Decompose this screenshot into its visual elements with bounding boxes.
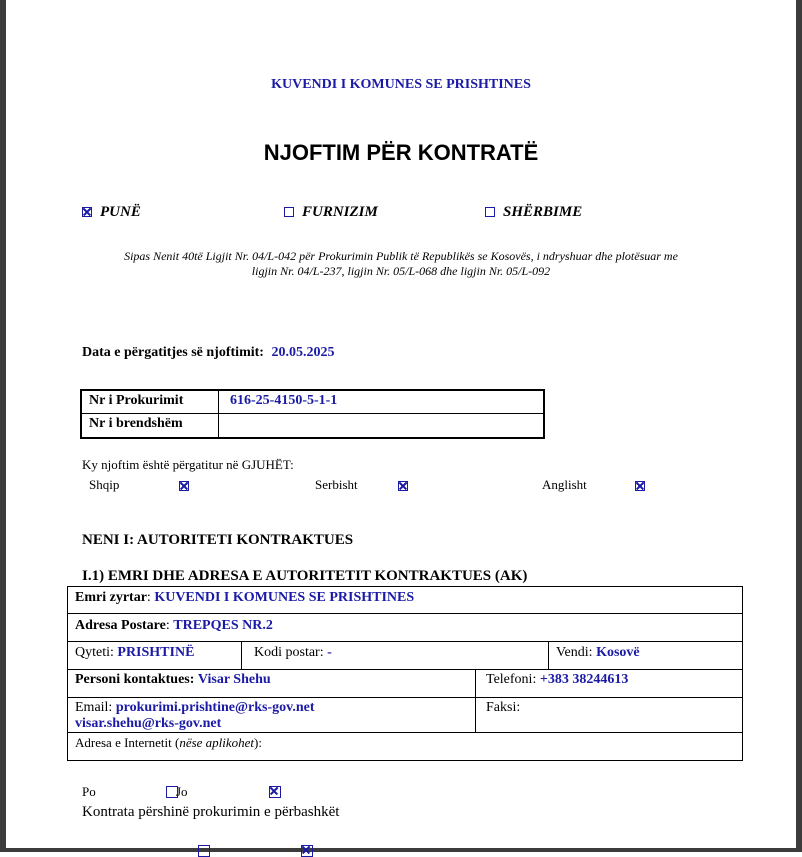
checkbox-checked-icon[interactable] bbox=[269, 786, 281, 798]
checkbox-checked-icon[interactable] bbox=[635, 481, 645, 491]
postal-address-row: Adresa Postare: TREPQES NR.2 bbox=[75, 618, 273, 633]
city-label: Qyteti: bbox=[75, 645, 114, 660]
joint-jo-label: Jo bbox=[176, 784, 188, 799]
country-value: Kosovë bbox=[596, 645, 640, 660]
viewer-frame-bottom bbox=[0, 848, 802, 852]
language-label: Anglisht bbox=[542, 477, 587, 492]
language-serbian[interactable] bbox=[315, 477, 358, 493]
official-name-row: Emri zyrtar: KUVENDI I KOMUNES SE PRISHTINES bbox=[75, 590, 415, 605]
internal-number-label: Nr i brendshëm bbox=[89, 416, 183, 431]
language-label: Shqip bbox=[89, 477, 120, 492]
checkbox-unchecked-icon[interactable] bbox=[284, 207, 294, 217]
country-cell bbox=[556, 645, 640, 661]
checkbox-checked-icon[interactable] bbox=[82, 207, 92, 217]
postal-address-label: Adresa Postare bbox=[75, 618, 166, 633]
postal-code-cell bbox=[254, 645, 332, 661]
city-value: PRISHTINË bbox=[117, 645, 195, 660]
institution-name: KUVENDI I KOMUNES SE PRISHTINES bbox=[271, 77, 531, 92]
phone-label: Telefoni: bbox=[486, 672, 537, 687]
email-value-1[interactable]: prokurimi.prishtine@rks-gov.net bbox=[115, 700, 315, 715]
internet-close: ): bbox=[254, 735, 262, 750]
contact-person-cell bbox=[75, 672, 271, 688]
language-english[interactable] bbox=[542, 477, 587, 493]
joint-po-label: Po bbox=[82, 784, 96, 799]
contract-type-label: SHËRBIME bbox=[503, 204, 583, 220]
country-label: Vendi: bbox=[556, 645, 593, 660]
internet-label: Adresa e Internetit ( bbox=[75, 735, 180, 750]
legal-basis-line1: Sipas Nenit 40të Ligjit Nr. 04/L-042 për Prokurimin Publik të Republikës se Kosovës, i ndryshuar dhe plotësuar me bbox=[124, 249, 678, 263]
authority-table bbox=[67, 586, 743, 761]
checkbox-checked-icon[interactable] bbox=[398, 481, 408, 491]
postal-address-value: TREPQES NR.2 bbox=[173, 618, 273, 633]
language-albanian[interactable] bbox=[89, 477, 119, 493]
procurement-number-table bbox=[80, 389, 545, 439]
viewer-frame-left bbox=[0, 0, 6, 852]
checkbox-unchecked-icon[interactable] bbox=[198, 845, 210, 857]
preparation-date-label: Data e përgatitjes së njoftimit: bbox=[82, 345, 264, 360]
email-cell bbox=[75, 700, 315, 732]
contract-type-label: PUNË bbox=[100, 204, 141, 220]
checkbox-checked-icon[interactable] bbox=[179, 481, 189, 491]
internet-address-cell bbox=[75, 735, 262, 751]
section-subheading: I.1) EMRI DHE ADRESA E AUTORITETIT KONTRAKTUES (AK) bbox=[82, 568, 528, 584]
viewer-frame-right bbox=[796, 0, 802, 852]
contract-type-works[interactable] bbox=[82, 203, 141, 221]
checkbox-unchecked-icon[interactable] bbox=[485, 207, 495, 217]
contract-type-services[interactable] bbox=[485, 203, 582, 221]
procurement-number-value: 616-25-4150-5-1-1 bbox=[230, 393, 338, 408]
official-name-value: KUVENDI I KOMUNES SE PRISHTINES bbox=[154, 590, 415, 605]
phone-cell bbox=[486, 672, 628, 688]
document-title: NJOFTIM PËR KONTRATË bbox=[263, 140, 539, 165]
section-heading: NENI I: AUTORITETI KONTRAKTUES bbox=[82, 532, 354, 548]
language-label: Serbisht bbox=[315, 477, 358, 492]
phone-value: +383 38244613 bbox=[539, 672, 629, 687]
contact-person-value: Visar Shehu bbox=[197, 672, 271, 687]
postal-code-label: Kodi postar: bbox=[254, 645, 324, 660]
contract-type-supply[interactable] bbox=[284, 203, 378, 221]
postal-code-value: - bbox=[327, 645, 332, 660]
internet-note: nëse aplikohet bbox=[179, 735, 255, 750]
preparation-date-row bbox=[82, 345, 334, 361]
email-value-2[interactable]: visar.shehu@rks-gov.net bbox=[75, 716, 222, 731]
contract-type-label: FURNIZIM bbox=[302, 204, 378, 220]
city-cell bbox=[75, 645, 194, 661]
preparation-date-value: 20.05.2025 bbox=[271, 345, 335, 360]
fax-cell bbox=[486, 700, 520, 716]
procurement-number-label: Nr i Prokurimit bbox=[89, 393, 184, 408]
email-label: Email: bbox=[75, 700, 113, 715]
joint-procurement-text: Kontrata përshinë prokurimin e përbashkët bbox=[82, 804, 340, 820]
official-name-label: Emri zyrtar bbox=[75, 590, 147, 605]
legal-basis-line2: ligjin Nr. 04/L-237, ligjin Nr. 05/L-068 dhe ligjin Nr. 05/L-092 bbox=[251, 264, 551, 278]
languages-intro: Ky njoftim është përgatitur në GJUHËT: bbox=[82, 457, 294, 472]
contact-person-label: Personi kontaktues: bbox=[75, 672, 195, 687]
fax-label: Faksi: bbox=[486, 700, 521, 715]
checkbox-checked-icon[interactable] bbox=[301, 845, 313, 857]
